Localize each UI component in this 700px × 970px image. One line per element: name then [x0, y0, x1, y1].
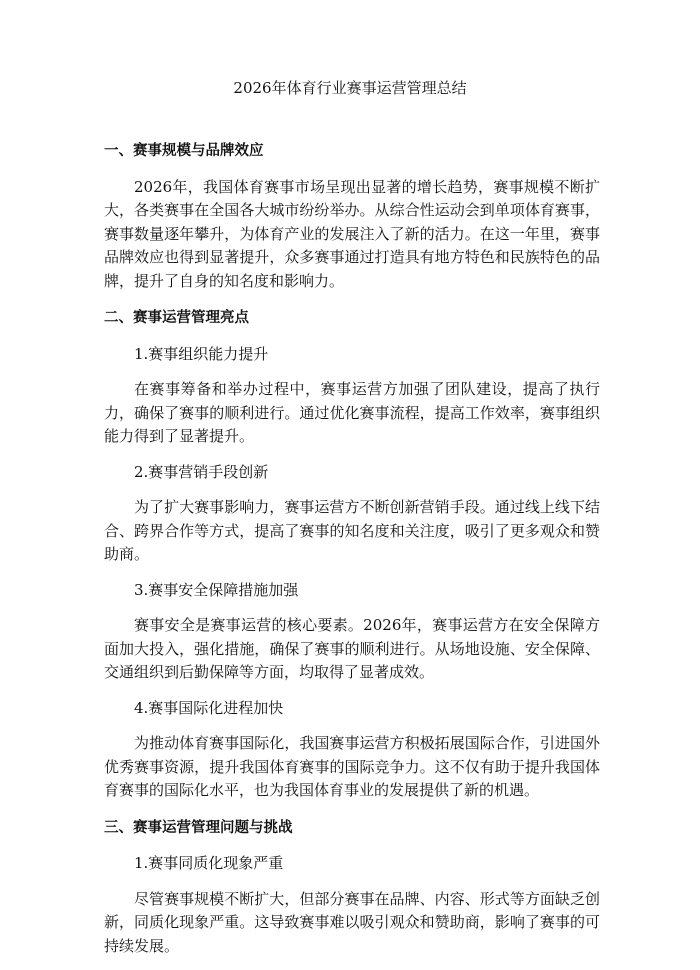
- section-heading-3: 三、赛事运营管理问题与挑战: [104, 819, 293, 836]
- section-heading-1: 一、赛事规模与品牌效应: [104, 143, 264, 159]
- paragraph-2-1: 在赛事筹备和举办过程中，赛事运营方加强了团队建设，提高了执行力，确保了赛事的顺利进行。通过优化赛事流程，提高工作效率，赛事组织能力得到了显著提升。: [104, 380, 600, 445]
- subheading-2-2: 2.赛事营销手段创新: [134, 462, 269, 481]
- subheading-2-1: 1.赛事组织能力提升: [134, 344, 269, 363]
- subheading-3-1: 1.赛事同质化现象严重: [134, 854, 284, 872]
- section-heading-2: 二、赛事运营管理亮点: [104, 310, 249, 326]
- subheading-2-3: 3.赛事安全保障措施加强: [134, 580, 299, 599]
- document-body: [104, 140, 600, 970]
- section-1-paragraph: 2026年，我国体育赛事市场呈现出显著的增长趋势，赛事规模不断扩大，各类赛事在全国各大城市纷纷举办。从综合性运动会到单项体育赛事，赛事数量逐年攀升，为体育产业的发展注入了新的活力。在这一年里，赛事品牌效应也得到显著提升，众多赛事通过打造具有地方特色和民族特色的品牌，提升了自身的知名度和影响力。: [104, 177, 600, 290]
- paragraph-2-3: 赛事安全是赛事运营的核心要素。2026年，赛事运营方在安全保障方面加大投入，强化措施，确保了赛事的顺利进行。从场地设施、安全保障、交通组织到后勤保障等方面，均取得了显著成效。: [104, 616, 600, 681]
- subheading-2-4: 4.赛事国际化进程加快: [134, 698, 284, 717]
- paragraph-3-1: 尽管赛事规模不断扩大，但部分赛事在品牌、内容、形式等方面缺乏创新，同质化现象严重。这导致赛事难以吸引观众和赞助商，影响了赛事的可持续发展。: [104, 889, 600, 955]
- document-title: 2026年体育行业赛事运营管理总结: [233, 79, 467, 97]
- paragraph-2-4: 为推动体育赛事国际化，我国赛事运营方积极拓展国际合作，引进国外优秀赛事资源，提升我国体育赛事的国际竞争力。这不仅有助于提升我国体育赛事的国际化水平，也为我国体育事业的发展提供了新的机遇。: [104, 734, 600, 799]
- paragraph-2-2: 为了扩大赛事影响力，赛事运营方不断创新营销手段。通过线上线下结合、跨界合作等方式，提高了赛事的知名度和关注度，吸引了更多观众和赞助商。: [104, 498, 600, 563]
